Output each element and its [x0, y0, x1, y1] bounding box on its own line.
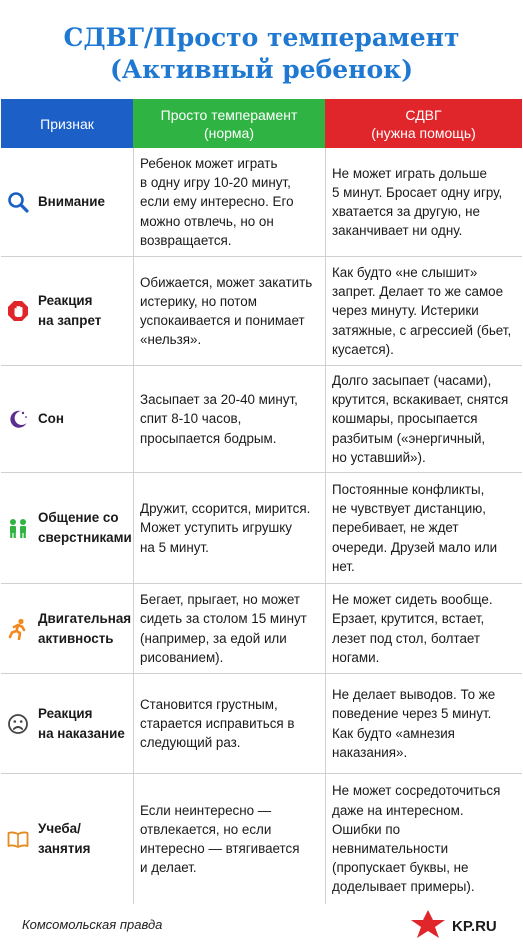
adhd-cell — [325, 584, 522, 673]
header-adhd — [325, 99, 522, 148]
sign-label: Учеба/ занятия — [38, 821, 91, 856]
temperament-text: Становится грустным, старается исправиться в следующий раз. — [140, 696, 295, 751]
two-kids-icon — [7, 517, 29, 539]
sad-face-icon — [7, 713, 29, 735]
sign-label: Двигательная активность — [38, 610, 132, 646]
sign-label: Реакция на наказание — [38, 705, 125, 741]
adhd-cell — [325, 473, 522, 583]
table-row — [1, 584, 522, 674]
running-person-icon — [7, 618, 29, 640]
sign-cell — [1, 366, 133, 472]
source-caption: Комсомольская правда — [22, 917, 163, 932]
title-line-1: СДВГ/Просто темперамент — [63, 23, 460, 52]
header-sign: Признак — [1, 99, 133, 148]
sign-label: Сон — [38, 411, 64, 426]
adhd-text: Постоянные конфликты, не чувствует дистанцию, перебивает, не ждет очереди. Друзей мало или нет. — [332, 481, 498, 574]
sign-label: Внимание — [38, 194, 105, 209]
adhd-cell — [325, 674, 522, 773]
sign-cell — [1, 257, 133, 365]
sign-cell — [1, 774, 133, 904]
title-line-2: (Активный ребенок) — [109, 55, 414, 84]
adhd-text: Не может играть дольше 5 минут. Бросает одну игру, хватается за другую, не заканчивает ни одну. — [332, 165, 503, 239]
temperament-text: Обижается, может закатить истерику, но потом успокаивается и понимает «нельзя». — [140, 274, 313, 348]
adhd-text: Не может сосредоточиться даже на интересном. Ошибки по невнимательности (пропускает буквы, не доделывает примеры). — [332, 783, 501, 895]
sign-cell — [1, 148, 133, 256]
adhd-text: Долго засыпает (часами), крутится, вскакивает, снятся кошмары, просыпается разбитым («энергичный, но уставший»). — [332, 372, 509, 465]
stop-hand-icon — [7, 300, 29, 322]
comparison-table — [1, 148, 522, 904]
temperament-cell — [133, 148, 325, 256]
header-temperament-label: Просто темперамент (норма) — [160, 106, 298, 141]
open-book-icon — [7, 828, 29, 850]
temperament-cell — [133, 366, 325, 472]
sign-cell — [1, 584, 133, 673]
adhd-cell — [325, 366, 522, 472]
temperament-cell — [133, 473, 325, 583]
kp-logo — [408, 908, 520, 944]
adhd-cell — [325, 774, 522, 904]
table-row — [1, 674, 522, 774]
sign-cell — [1, 674, 133, 773]
table-row — [1, 366, 522, 473]
adhd-cell — [325, 257, 522, 365]
temperament-text: Если неинтересно — отвлекается, но если интересно — втягивается и делает. — [140, 802, 300, 876]
adhd-text: Не может сидеть вообще. Ерзает, крутится, встает, лезет под стол, болтает ногами. — [332, 592, 493, 665]
moon-icon — [7, 408, 29, 430]
temperament-text: Бегает, прыгает, но может сидеть за столом 15 минут (например, за едой или рисованием). — [140, 592, 307, 665]
table-row — [1, 774, 522, 904]
adhd-text: Не делает выводов. То же поведение через 5 минут. Как будто «амнезия наказания». — [332, 687, 496, 760]
sign-cell — [1, 473, 133, 583]
temperament-cell — [133, 674, 325, 773]
temperament-cell — [133, 257, 325, 365]
table-row — [1, 148, 522, 257]
logo-text: KP.RU — [452, 917, 497, 935]
table-row — [1, 473, 522, 584]
magnifier-icon — [7, 191, 29, 213]
sign-label: Реакция на запрет — [38, 293, 102, 328]
page-title — [0, 0, 523, 98]
temperament-cell — [133, 774, 325, 904]
temperament-text: Засыпает за 20-40 минут, спит 8-10 часов, просыпается бодрым. — [140, 392, 298, 446]
temperament-cell — [133, 584, 325, 673]
table-row — [1, 257, 522, 366]
temperament-text: Ребенок может играть в одну игру 10-20 минут, если ему интересно. Его можно отвлечь, но он возвращается. — [140, 155, 294, 248]
header-adhd-label: СДВГ (нужна помощь) — [371, 106, 476, 141]
kp-star-icon — [408, 909, 448, 944]
adhd-cell — [325, 148, 522, 256]
header-temperament — [133, 99, 325, 148]
sign-label: Общение со сверстниками — [38, 510, 132, 545]
adhd-text: Как будто «не слышит» запрет. Делает то же самое через минуту. Истерики затяжные, с агрессией (бьет, кусается). — [332, 264, 512, 357]
temperament-text: Дружит, ссорится, мирится. Может уступить игрушку на 5 минут. — [140, 501, 311, 555]
